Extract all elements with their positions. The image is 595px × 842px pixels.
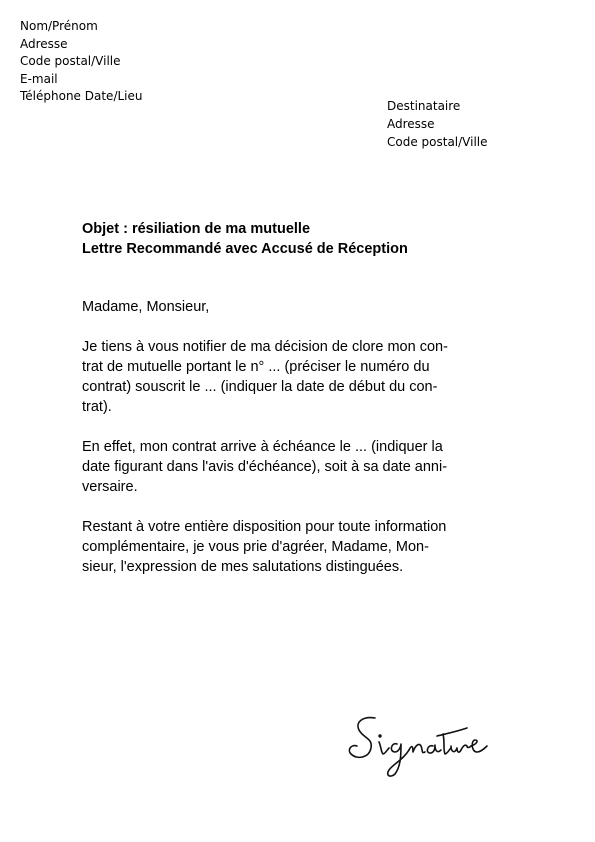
delivery-mode-line: Lettre Recommandé avec Accusé de Réception [82,241,408,257]
sender-address: Adresse [20,36,68,51]
recipient-block [387,97,488,151]
sender-name: Nom/Prénom [20,19,98,33]
recipient-postal-city: Code postal/Ville [387,135,488,149]
paragraph-line: trat de mutuelle portant le n° ... (préciser le numéro du [82,359,430,375]
paragraph-line: complémentaire, je vous prie d'agréer, Madame, Mon- [82,539,429,555]
paragraph-line: date figurant dans l'avis d'échéance), soit à sa date anni- [82,459,448,475]
subject-block [82,219,408,259]
paragraph-closing [82,517,512,577]
handwritten-signature [345,712,495,782]
paragraph-line: sieur, l'expression de mes salutations distinguées. [82,559,404,575]
paragraph-line: En effet, mon contrat arrive à échéance le ... (indiquer la [82,439,443,455]
paragraph-notification [82,337,512,417]
sender-block [20,18,143,106]
sender-email: E-mail [20,71,58,86]
paragraph-line: contrat) souscrit le ... (indiquer la date de début du con- [82,379,438,395]
paragraph-expiry [82,437,512,497]
recipient-address: Adresse [387,117,435,131]
sender-postal-city: Code postal/Ville [20,54,121,69]
paragraph-line: trat). [82,399,112,415]
paragraph-line: Restant à votre entière disposition pour toute information [82,519,447,535]
paragraph-line: versaire. [82,479,138,495]
subject-line: Objet : résiliation de ma mutuelle [82,221,311,237]
sender-phone-date-place: Téléphone Date/Lieu [20,89,143,104]
salutation: Madame, Monsieur, [82,299,210,315]
letter-body [82,297,512,597]
paragraph-line: Je tiens à vous notifier de ma décision de clore mon con- [82,339,448,355]
recipient-name: Destinataire [387,99,461,113]
